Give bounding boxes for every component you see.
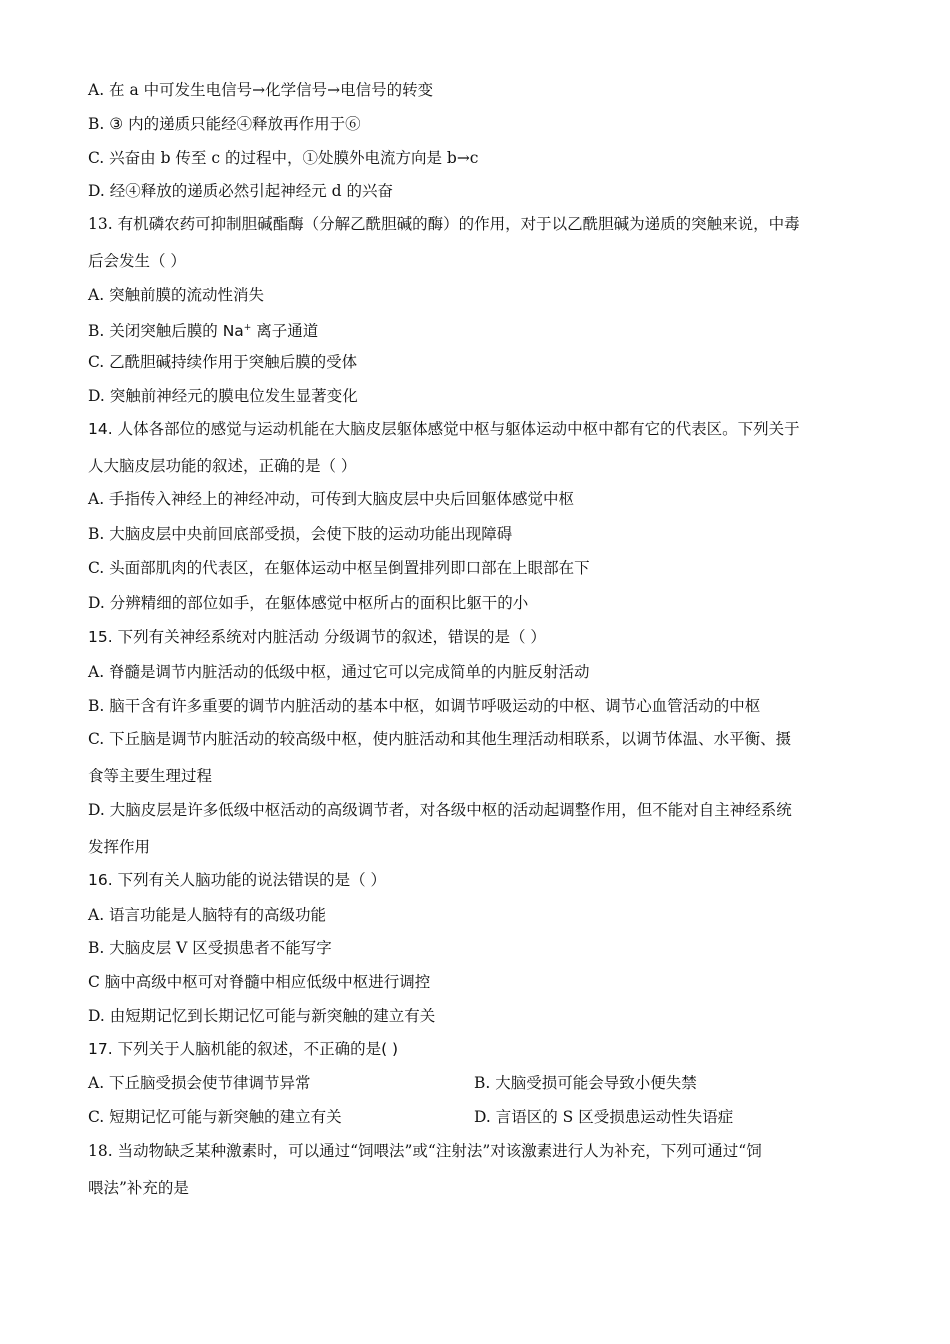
q13-option-b	[88, 318, 318, 341]
q17-option-b: B. 大脑受损可能会导致小便失禁	[474, 1074, 697, 1092]
na-tail: 离子通道	[251, 322, 319, 341]
na-charge: +	[243, 323, 252, 333]
q15-option-b: B. 脑干含有许多重要的调节内脏活动的基本中枢，如调节呼吸运动的中枢、调节心血管活动的中枢	[88, 697, 761, 715]
q16-stem: 16. 下列有关人脑功能的说法错误的是（ ）	[88, 871, 387, 889]
q16-option-b: B. 大脑皮层 V 区受损患者不能写字	[88, 939, 332, 957]
q15-option-d: D. 大脑皮层是许多低级中枢活动的高级调节者，对各级中枢的活动起调整作用，但不能对自主神经系统	[88, 801, 792, 819]
q13-option-c: C. 乙酰胆碱持续作用于突触后膜的受体	[88, 353, 358, 371]
q15-option-c-cont: 食等主要生理过程	[88, 767, 213, 785]
q14-option-b: B. 大脑皮层中央前回底部受损，会使下肢的运动功能出现障碍	[88, 525, 513, 543]
q17-option-d: D. 言语区的 S 区受损患运动性失语症	[474, 1108, 734, 1126]
q15-option-d-cont: 发挥作用	[88, 838, 151, 856]
q14-option-c: C. 头面部肌肉的代表区，在躯体运动中枢呈倒置排列即口部在上眼部在下	[88, 559, 590, 577]
q13-option-d: D. 突触前神经元的膜电位发生显著变化	[88, 387, 358, 405]
q14-stem-cont: 人大脑皮层功能的叙述，正确的是（ ）	[88, 457, 357, 475]
q13-option-b-text: B. 关闭突触后膜的	[88, 322, 218, 341]
q17-option-a: A. 下丘脑受损会使节律调节异常	[88, 1074, 311, 1092]
line-a-12: A. 在 a 中可发生电信号→化学信号→电信号的转变	[88, 81, 434, 99]
q18-stem: 18. 当动物缺乏某种激素时，可以通过“饲喂法”或“注射法”对该激素进行人为补充，下列可通过“饲	[88, 1142, 762, 1160]
q15-option-a: A. 脊髓是调节内脏活动的低级中枢，通过它可以完成简单的内脏反射活动	[88, 663, 590, 681]
q13-option-a: A. 突触前膜的流动性消失	[88, 286, 265, 304]
q14-option-a: A. 手指传入神经上的神经冲动，可传到大脑皮层中央后回躯体感觉中枢	[88, 490, 575, 508]
q13-stem-cont: 后会发生（ ）	[88, 252, 186, 270]
q14-option-d: D. 分辨精细的部位如手，在躯体感觉中枢所占的面积比躯干的小	[88, 594, 529, 612]
q13-stem: 13. 有机磷农药可抑制胆碱酯酶（分解乙酰胆碱的酶）的作用，对于以乙酰胆碱为递质的突触来说，中毒	[88, 215, 800, 233]
q16-option-c: C 脑中高级中枢可对脊髓中相应低级中枢进行调控	[88, 973, 431, 991]
q14-stem: 14. 人体各部位的感觉与运动机能在大脑皮层躯体感觉中枢与躯体运动中枢中都有它的代表区。下列关于	[88, 420, 800, 438]
q15-option-c: C. 下丘脑是调节内脏活动的较高级中枢，使内脏活动和其他生理活动相联系，以调节体温、水平衡、摄	[88, 730, 792, 748]
q16-option-d: D. 由短期记忆到长期记忆可能与新突触的建立有关	[88, 1007, 436, 1025]
line-d-12: D. 经④释放的递质必然引起神经元 d 的兴奋	[88, 182, 394, 200]
q15-stem: 15. 下列有关神经系统对内脏活动 分级调节的叙述，错误的是（ ）	[88, 628, 546, 646]
na-symbol: Na	[222, 322, 244, 341]
q18-stem-cont: 喂法”补充的是	[88, 1179, 189, 1197]
line-c-12: C. 兴奋由 b 传至 c 的过程中，①处膜外电流方向是 b→c	[88, 149, 479, 167]
q17-stem: 17. 下列关于人脑机能的叙述，不正确的是( )	[88, 1040, 399, 1058]
q16-option-a: A. 语言功能是人脑特有的高级功能	[88, 906, 327, 924]
line-b-12: B. ③ 内的递质只能经④释放再作用于⑥	[88, 115, 361, 133]
q17-option-c: C. 短期记忆可能与新突触的建立有关	[88, 1108, 342, 1126]
